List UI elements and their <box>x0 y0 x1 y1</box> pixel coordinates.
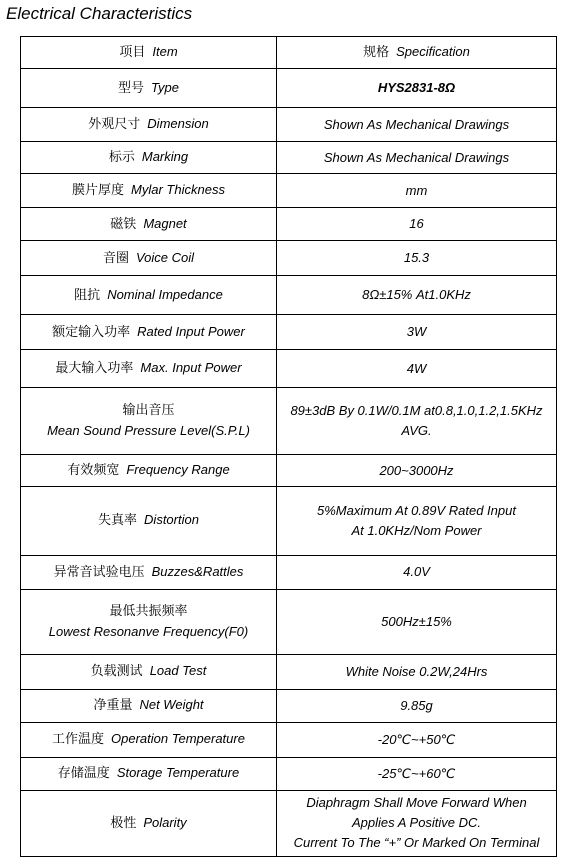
spec-value: Applies A Positive DC. <box>351 815 482 831</box>
spec-value: mm <box>405 182 428 198</box>
item-chinese-label: 极性 <box>110 815 137 831</box>
item-english-label: Frequency Range <box>126 462 230 478</box>
specification-cell <box>277 487 557 555</box>
item-cell <box>21 589 277 654</box>
item-chinese-label: 音圈 <box>102 250 129 266</box>
table-row <box>21 350 557 388</box>
item-cell <box>21 722 277 757</box>
item-cell <box>21 555 277 589</box>
spec-english-label: Specification <box>396 44 470 60</box>
specification-cell <box>277 174 557 208</box>
table-row <box>21 589 557 654</box>
spec-value: White Noise 0.2W,24Hrs <box>345 663 488 679</box>
spec-value: 15.3 <box>403 250 430 266</box>
item-english-label: Magnet <box>143 215 187 231</box>
spec-value: 200~3000Hz <box>379 462 454 478</box>
table-row <box>21 208 557 241</box>
specification-cell <box>277 69 557 108</box>
specification-cell <box>277 241 557 276</box>
item-english-label: Type <box>151 79 179 95</box>
item-chinese-label: 阻抗 <box>74 287 101 303</box>
item-cell <box>21 388 277 455</box>
spec-value: 3W <box>406 324 427 340</box>
table-row <box>21 108 557 142</box>
item-chinese-label: 有效频宽 <box>67 463 120 479</box>
item-chinese-label: 膜片厚度 <box>72 183 125 199</box>
item-english-label: Lowest Resonanve Frequency(F0) <box>48 623 249 639</box>
item-chinese-label: 异常音试验电压 <box>53 564 145 580</box>
item-cell <box>21 174 277 208</box>
item-english-label: Distortion <box>144 512 199 528</box>
specification-cell <box>277 208 557 241</box>
specification-cell <box>277 757 557 790</box>
page-title: Electrical Characteristics <box>6 4 193 23</box>
table-row <box>21 689 557 722</box>
item-english-label: Net Weight <box>139 697 204 713</box>
specification-cell <box>277 108 557 142</box>
item-cell <box>21 487 277 555</box>
item-cell <box>21 654 277 689</box>
specification-cell <box>277 142 557 174</box>
item-cell <box>21 241 277 276</box>
item-chinese-label: 型号 <box>118 80 145 96</box>
spec-value: Shown As Mechanical Drawings <box>323 149 510 165</box>
item-cell <box>21 689 277 722</box>
item-english-label: Nominal Impedance <box>107 286 223 302</box>
table-row <box>21 654 557 689</box>
item-cell <box>21 315 277 350</box>
specification-cell <box>277 276 557 315</box>
item-chinese-label: 失真率 <box>98 513 138 529</box>
item-english-label: Load Test <box>149 663 207 679</box>
spec-value: -20℃~+50℃ <box>377 731 456 747</box>
item-english-label: Operation Temperature <box>111 731 245 747</box>
table-row <box>21 69 557 108</box>
spec-value: 9.85g <box>400 697 433 713</box>
item-chinese-label: 负载测试 <box>90 664 143 680</box>
item-cell <box>21 208 277 241</box>
item-english-label: Voice Coil <box>135 249 195 265</box>
spec-value: At 1.0KHz/Nom Power <box>351 522 482 538</box>
specification-cell <box>277 790 557 856</box>
spec-value: -25℃~+60℃ <box>377 765 456 781</box>
table-row <box>21 757 557 790</box>
spec-value: 500Hz±15% <box>381 613 452 629</box>
item-english-label: Max. Input Power <box>140 360 242 376</box>
item-chinese-label: 项目 <box>119 45 146 61</box>
table-row <box>21 455 557 487</box>
item-english-label: Polarity <box>143 814 187 830</box>
item-chinese-label: 最低共振频率 <box>109 603 188 619</box>
specification-cell <box>277 350 557 388</box>
item-chinese-label: 净重量 <box>93 698 133 714</box>
table-row <box>21 555 557 589</box>
specification-cell <box>277 654 557 689</box>
item-cell <box>21 108 277 142</box>
table-row <box>21 315 557 350</box>
electrical-characteristics-table <box>20 36 557 857</box>
item-chinese-label: 工作温度 <box>52 732 105 748</box>
spec-value: 5%Maximum At 0.89V Rated Input <box>317 502 516 518</box>
item-english-label: Rated Input Power <box>137 323 245 339</box>
item-english-label: Buzzes&Rattles <box>151 563 244 579</box>
table-header-row <box>21 37 557 69</box>
table-row <box>21 790 557 856</box>
table-row <box>21 276 557 315</box>
item-chinese-label: 最大输入功率 <box>55 361 134 377</box>
spec-value: 4W <box>406 360 427 376</box>
item-chinese-label: 磁铁 <box>110 216 137 232</box>
item-chinese-label: 额定输入功率 <box>52 324 131 340</box>
item-cell <box>21 455 277 487</box>
spec-value: Shown As Mechanical Drawings <box>323 116 510 132</box>
specification-cell <box>277 455 557 487</box>
specification-cell <box>277 37 557 69</box>
item-english-label: Dimension <box>147 116 209 132</box>
item-cell <box>21 350 277 388</box>
specification-cell <box>277 722 557 757</box>
item-english-label: Storage Temperature <box>116 765 240 781</box>
spec-chinese-label: 规格 <box>363 45 390 61</box>
specification-cell <box>277 555 557 589</box>
specification-cell <box>277 689 557 722</box>
spec-value: AVG. <box>401 423 432 439</box>
spec-value: 16 <box>409 216 424 232</box>
item-cell <box>21 142 277 174</box>
specification-cell <box>277 388 557 455</box>
table-row <box>21 487 557 555</box>
specification-cell <box>277 315 557 350</box>
table-row <box>21 174 557 208</box>
item-cell <box>21 37 277 69</box>
item-english-label: Item <box>152 44 178 60</box>
item-english-label: Mylar Thickness <box>131 182 225 198</box>
spec-value: Diaphragm Shall Move Forward When <box>306 795 527 811</box>
item-chinese-label: 标示 <box>108 150 135 166</box>
table-row <box>21 241 557 276</box>
item-english-label: Mean Sound Pressure Level(S.P.L) <box>47 423 250 439</box>
specification-cell <box>277 589 557 654</box>
item-cell <box>21 757 277 790</box>
table-row <box>21 722 557 757</box>
spec-value: HYS2831-8Ω <box>377 80 456 96</box>
table-row <box>21 142 557 174</box>
item-chinese-label: 存储温度 <box>57 766 110 782</box>
item-cell <box>21 276 277 315</box>
spec-value: 8Ω±15% At1.0KHz <box>362 287 471 303</box>
item-cell <box>21 69 277 108</box>
item-chinese-label: 输出音压 <box>122 403 175 419</box>
spec-value: 89±3dB By 0.1W/0.1M at0.8,1.0,1.2,1.5KHz <box>290 403 543 419</box>
item-cell <box>21 790 277 856</box>
spec-value: Current To The “+” Or Marked On Terminal <box>293 835 540 851</box>
item-english-label: Marking <box>141 149 189 165</box>
table-row <box>21 388 557 455</box>
spec-value: 4.0V <box>403 564 430 580</box>
item-chinese-label: 外观尺寸 <box>88 117 141 133</box>
